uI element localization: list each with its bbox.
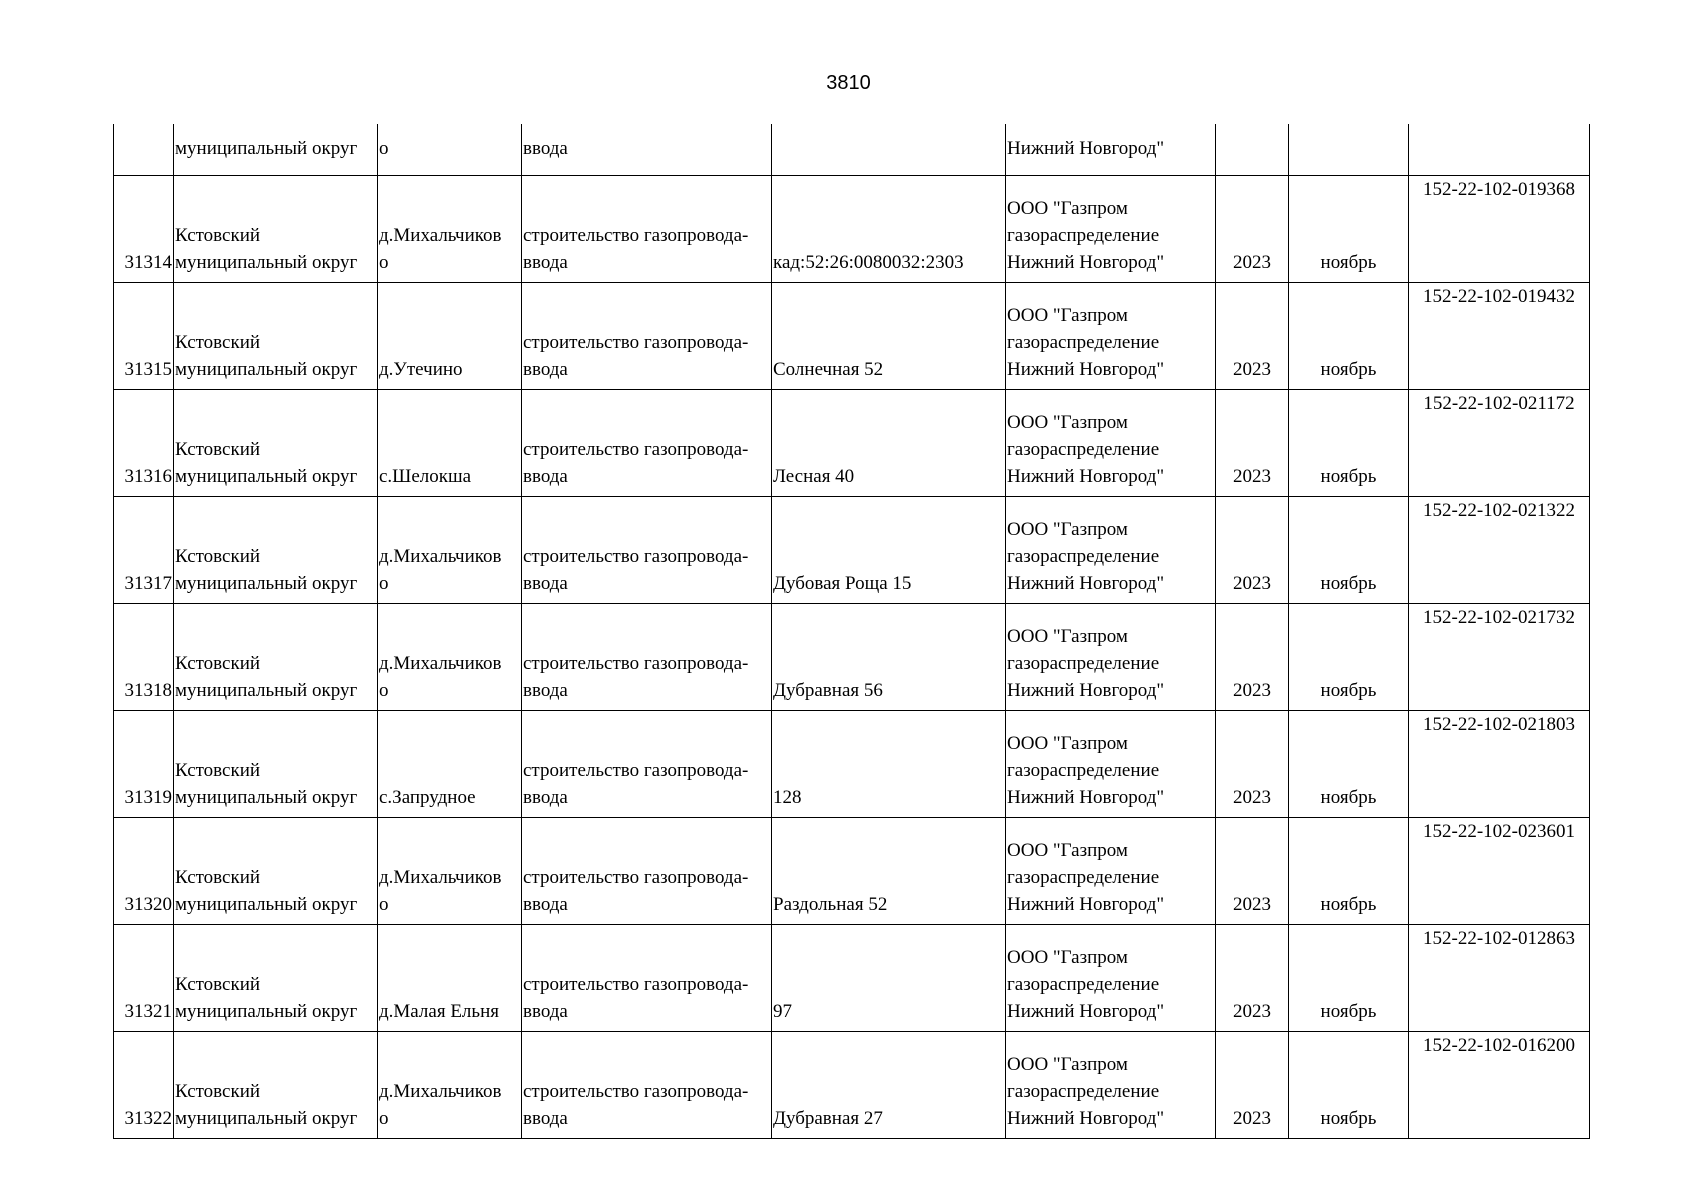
cell-registration-number: 152-22-102-019368 — [1409, 176, 1590, 283]
cell-work-type-line: строительство газопровода- — [523, 439, 749, 460]
cell-year: 2023 — [1216, 925, 1289, 1032]
cell-work-type-line: ввода — [523, 573, 568, 594]
cell-organization-line: газораспределение — [1007, 653, 1160, 674]
cell-organization — [1006, 497, 1216, 604]
table-row — [114, 604, 1590, 711]
cell-settlement — [378, 925, 522, 1032]
cell-settlement — [378, 390, 522, 497]
cell-work-type: ввода — [522, 124, 772, 176]
table-row — [114, 818, 1590, 925]
cell-organization-line: ООО "Газпром — [1007, 733, 1128, 754]
table-row — [114, 1032, 1590, 1139]
cell-month: ноябрь — [1289, 818, 1409, 925]
cell-district-line: Кстовский — [175, 1081, 261, 1102]
cell-district-line: муниципальный округ — [175, 359, 358, 380]
cell-organization-line: ООО "Газпром — [1007, 1054, 1128, 1075]
cell-work-type — [522, 1032, 772, 1139]
cell-settlement — [378, 1032, 522, 1139]
cell-district — [174, 604, 378, 711]
cell-organization-line: Нижний Новгород" — [1007, 1108, 1165, 1129]
cell-organization-line: газораспределение — [1007, 1081, 1160, 1102]
cell-month: ноябрь — [1289, 390, 1409, 497]
cell-organization: Нижний Новгород" — [1006, 124, 1216, 176]
cell-work-type-line: ввода — [523, 1001, 568, 1022]
cell-district-line: Кстовский — [175, 546, 261, 567]
cell-settlement-line: д.Малая Ельня — [379, 1001, 499, 1022]
cell-settlement-line: о — [379, 1108, 389, 1129]
cell-district — [174, 283, 378, 390]
cell-registration-number: 152-22-102-023601 — [1409, 818, 1590, 925]
cell-district-line: Кстовский — [175, 653, 261, 674]
cell-address — [772, 124, 1006, 176]
cell-settlement — [378, 711, 522, 818]
cell-year: 2023 — [1216, 1032, 1289, 1139]
cell-registration-number — [1409, 124, 1590, 176]
cell-settlement-line: о — [379, 894, 389, 915]
table-row — [114, 176, 1590, 283]
cell-number: 31318 — [114, 604, 174, 711]
cell-district — [174, 390, 378, 497]
cell-district-line: Кстовский — [175, 867, 261, 888]
cell-year: 2023 — [1216, 818, 1289, 925]
cell-settlement-line: д.Михальчиков — [379, 225, 502, 246]
cell-organization — [1006, 925, 1216, 1032]
cell-organization-line: газораспределение — [1007, 439, 1160, 460]
cell-number: 31316 — [114, 390, 174, 497]
cell-address: Дубравная 56 — [772, 604, 1006, 711]
cell-year: 2023 — [1216, 604, 1289, 711]
cell-district — [174, 176, 378, 283]
cell-number: 31315 — [114, 283, 174, 390]
cell-work-type-line: строительство газопровода- — [523, 546, 749, 567]
cell-settlement-line — [379, 757, 520, 784]
cell-settlement-line: с.Шелокша — [379, 466, 472, 487]
cell-district-line: муниципальный округ — [175, 1108, 358, 1129]
cell-number: 31322 — [114, 1032, 174, 1139]
cell-settlement-line: д.Михальчиков — [379, 546, 502, 567]
cell-organization-line: газораспределение — [1007, 760, 1160, 781]
cell-settlement — [378, 283, 522, 390]
cell-organization-line: газораспределение — [1007, 225, 1160, 246]
cell-work-type-line: строительство газопровода- — [523, 974, 749, 995]
cell-registration-number: 152-22-102-021732 — [1409, 604, 1590, 711]
cell-organization-line: ООО "Газпром — [1007, 198, 1128, 219]
cell-settlement: о — [378, 124, 522, 176]
cell-settlement-line: д.Михальчиков — [379, 653, 502, 674]
cell-organization — [1006, 818, 1216, 925]
cell-month: ноябрь — [1289, 176, 1409, 283]
cell-settlement — [378, 176, 522, 283]
cell-organization-line: газораспределение — [1007, 867, 1160, 888]
cell-settlement-line — [379, 329, 520, 356]
cell-district-line: муниципальный округ — [175, 1001, 358, 1022]
cell-address: Раздольная 52 — [772, 818, 1006, 925]
cell-address: Солнечная 52 — [772, 283, 1006, 390]
cell-month: ноябрь — [1289, 711, 1409, 818]
cell-registration-number: 152-22-102-021172 — [1409, 390, 1590, 497]
cell-district-line: Кстовский — [175, 974, 261, 995]
cell-organization-line: ООО "Газпром — [1007, 412, 1128, 433]
cell-work-type — [522, 390, 772, 497]
cell-settlement — [378, 818, 522, 925]
cell-month: ноябрь — [1289, 925, 1409, 1032]
cell-number: 31320 — [114, 818, 174, 925]
cell-work-type-line: строительство газопровода- — [523, 867, 749, 888]
cell-organization-line: газораспределение — [1007, 546, 1160, 567]
cell-work-type — [522, 818, 772, 925]
cell-work-type — [522, 497, 772, 604]
cell-district-line: Кстовский — [175, 439, 261, 460]
cell-settlement-line: д.Утечино — [379, 359, 463, 380]
cell-year: 2023 — [1216, 390, 1289, 497]
cell-district — [174, 818, 378, 925]
cell-year: 2023 — [1216, 176, 1289, 283]
cell-work-type-line: строительство газопровода- — [523, 760, 749, 781]
cell-work-type — [522, 925, 772, 1032]
table-row — [114, 925, 1590, 1032]
cell-organization-line: ООО "Газпром — [1007, 519, 1128, 540]
cell-work-type-line: строительство газопровода- — [523, 1081, 749, 1102]
cell-organization-line: Нижний Новгород" — [1007, 466, 1165, 487]
cell-organization-line: газораспределение — [1007, 974, 1160, 995]
cell-address: Дубравная 27 — [772, 1032, 1006, 1139]
cell-organization-line: ООО "Газпром — [1007, 840, 1128, 861]
cell-organization-line: Нижний Новгород" — [1007, 1001, 1165, 1022]
cell-district-line: муниципальный округ — [175, 680, 358, 701]
cell-month: ноябрь — [1289, 497, 1409, 604]
cell-work-type-line: ввода — [523, 680, 568, 701]
cell-district — [174, 711, 378, 818]
table-row — [114, 497, 1590, 604]
cell-number: 31319 — [114, 711, 174, 818]
cell-address: 128 — [772, 711, 1006, 818]
cell-settlement-line: с.Запрудное — [379, 787, 476, 808]
cell-work-type-line: ввода — [523, 1108, 568, 1129]
cell-registration-number: 152-22-102-012863 — [1409, 925, 1590, 1032]
cell-work-type-line: строительство газопровода- — [523, 653, 749, 674]
cell-district: муниципальный округ — [174, 124, 378, 176]
cell-organization-line: Нижний Новгород" — [1007, 894, 1165, 915]
gas-connection-registry-table — [113, 124, 1590, 1139]
cell-district-line: Кстовский — [175, 760, 261, 781]
cell-district — [174, 497, 378, 604]
cell-organization-line: Нижний Новгород" — [1007, 252, 1165, 273]
cell-work-type-line: строительство газопровода- — [523, 225, 749, 246]
cell-organization-line: ООО "Газпром — [1007, 305, 1128, 326]
cell-year: 2023 — [1216, 283, 1289, 390]
cell-work-type-line: ввода — [523, 787, 568, 808]
cell-settlement-line: д.Михальчиков — [379, 1081, 502, 1102]
cell-number — [114, 124, 174, 176]
page-number: 3810 — [826, 72, 871, 94]
cell-organization — [1006, 1032, 1216, 1139]
cell-month: ноябрь — [1289, 1032, 1409, 1139]
cell-district-line: Кстовский — [175, 332, 261, 353]
cell-district-line: Кстовский — [175, 225, 261, 246]
cell-organization — [1006, 390, 1216, 497]
continuation-row — [114, 124, 1590, 176]
cell-number: 31317 — [114, 497, 174, 604]
cell-organization — [1006, 604, 1216, 711]
cell-organization — [1006, 711, 1216, 818]
cell-address: Дубовая Роща 15 — [772, 497, 1006, 604]
cell-district — [174, 1032, 378, 1139]
cell-work-type-line: ввода — [523, 466, 568, 487]
cell-year: 2023 — [1216, 711, 1289, 818]
cell-year: 2023 — [1216, 497, 1289, 604]
cell-settlement-line — [379, 971, 520, 998]
cell-number: 31314 — [114, 176, 174, 283]
cell-organization-line: ООО "Газпром — [1007, 626, 1128, 647]
cell-settlement-line: о — [379, 252, 389, 273]
cell-work-type-line: ввода — [523, 894, 568, 915]
table-row — [114, 390, 1590, 497]
cell-district-line: муниципальный округ — [175, 252, 358, 273]
cell-month: ноябрь — [1289, 283, 1409, 390]
cell-settlement — [378, 604, 522, 711]
cell-settlement-line: о — [379, 573, 389, 594]
cell-address: кад:52:26:0080032:2303 — [772, 176, 1006, 283]
cell-settlement-line: о — [379, 680, 389, 701]
cell-organization-line: ООО "Газпром — [1007, 947, 1128, 968]
cell-work-type-line: ввода — [523, 252, 568, 273]
cell-work-type — [522, 283, 772, 390]
cell-district-line: муниципальный округ — [175, 573, 358, 594]
cell-work-type-line: ввода — [523, 359, 568, 380]
cell-settlement — [378, 497, 522, 604]
cell-district-line: муниципальный округ — [175, 894, 358, 915]
cell-registration-number: 152-22-102-016200 — [1409, 1032, 1590, 1139]
cell-address: 97 — [772, 925, 1006, 1032]
cell-organization-line: Нижний Новгород" — [1007, 573, 1165, 594]
table-row — [114, 283, 1590, 390]
table-row — [114, 711, 1590, 818]
cell-number: 31321 — [114, 925, 174, 1032]
cell-work-type — [522, 176, 772, 283]
cell-district-line: муниципальный округ — [175, 787, 358, 808]
cell-registration-number: 152-22-102-021803 — [1409, 711, 1590, 818]
cell-settlement-line: д.Михальчиков — [379, 867, 502, 888]
cell-year — [1216, 124, 1289, 176]
cell-organization-line: Нижний Новгород" — [1007, 787, 1165, 808]
cell-organization-line: Нижний Новгород" — [1007, 680, 1165, 701]
cell-district-line: муниципальный округ — [175, 466, 358, 487]
cell-settlement-line — [379, 436, 520, 463]
cell-work-type-line: строительство газопровода- — [523, 332, 749, 353]
cell-organization-line: газораспределение — [1007, 332, 1160, 353]
cell-organization — [1006, 176, 1216, 283]
cell-address: Лесная 40 — [772, 390, 1006, 497]
cell-month — [1289, 124, 1409, 176]
cell-registration-number: 152-22-102-021322 — [1409, 497, 1590, 604]
cell-work-type — [522, 711, 772, 818]
cell-registration-number: 152-22-102-019432 — [1409, 283, 1590, 390]
cell-month: ноябрь — [1289, 604, 1409, 711]
cell-organization — [1006, 283, 1216, 390]
cell-organization-line: Нижний Новгород" — [1007, 359, 1165, 380]
cell-work-type — [522, 604, 772, 711]
cell-district — [174, 925, 378, 1032]
